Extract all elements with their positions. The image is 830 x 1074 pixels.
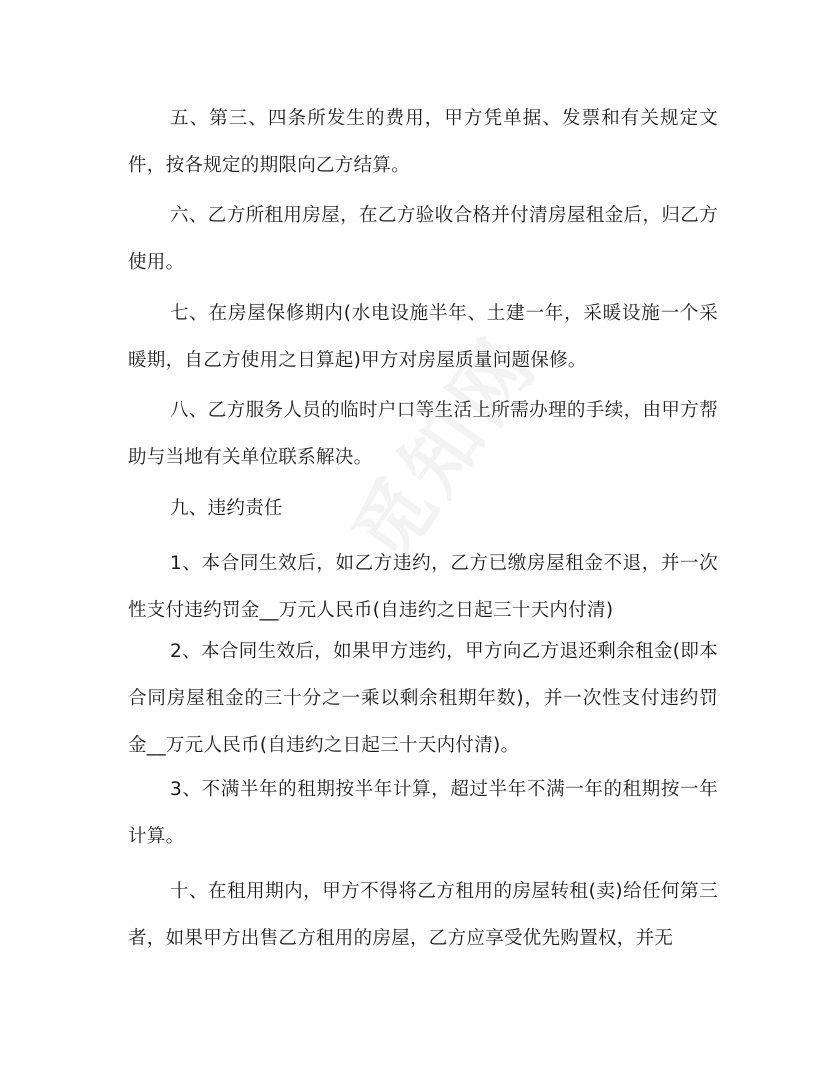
paragraph-breach-2: 2、本合同生效后，如果甲方违约，甲方向乙方退还剩余租金(即本合同房屋租金的三十分之一乘以剩余租期年数)，并一次性支付违约罚金__万元人民币(自违约之日起三十天内付清)。	[128, 641, 718, 756]
paragraph-10: 十、在租用期内，甲方不得将乙方租用的房屋转租(卖)给任何第三者，如果甲方出售乙方租用的房屋，乙方应享受优先购置权，并无	[128, 881, 718, 949]
paragraph-7: 七、在房屋保修期内(水电设施半年、土建一年，采暖设施一个采暖期，自乙方使用之日算起)甲方对房屋质量问题保修。	[128, 303, 718, 371]
section-heading-breach: 九、违约责任	[170, 498, 283, 519]
paragraph-8: 八、乙方服务人员的临时户口等生活上所需办理的手续，由甲方帮助与当地有关单位联系解决。	[128, 400, 718, 468]
paragraph-breach-1: 1、本合同生效后，如乙方违约，乙方已缴房屋租金不退，并一次性支付违约罚金__万元人民币(自违约之日起三十天内付清)	[128, 553, 718, 621]
paragraph-5: 五、第三、四条所发生的费用，甲方凭单据、发票和有关规定文件，按各规定的期限向乙方结算。	[128, 108, 718, 176]
paragraph-breach-3: 3、不满半年的租期按半年计算，超过半年不满一年的租期按一年计算。	[128, 779, 718, 847]
paragraph-6: 六、乙方所租用房屋，在乙方验收合格并付清房屋租金后，归乙方使用。	[128, 205, 718, 273]
